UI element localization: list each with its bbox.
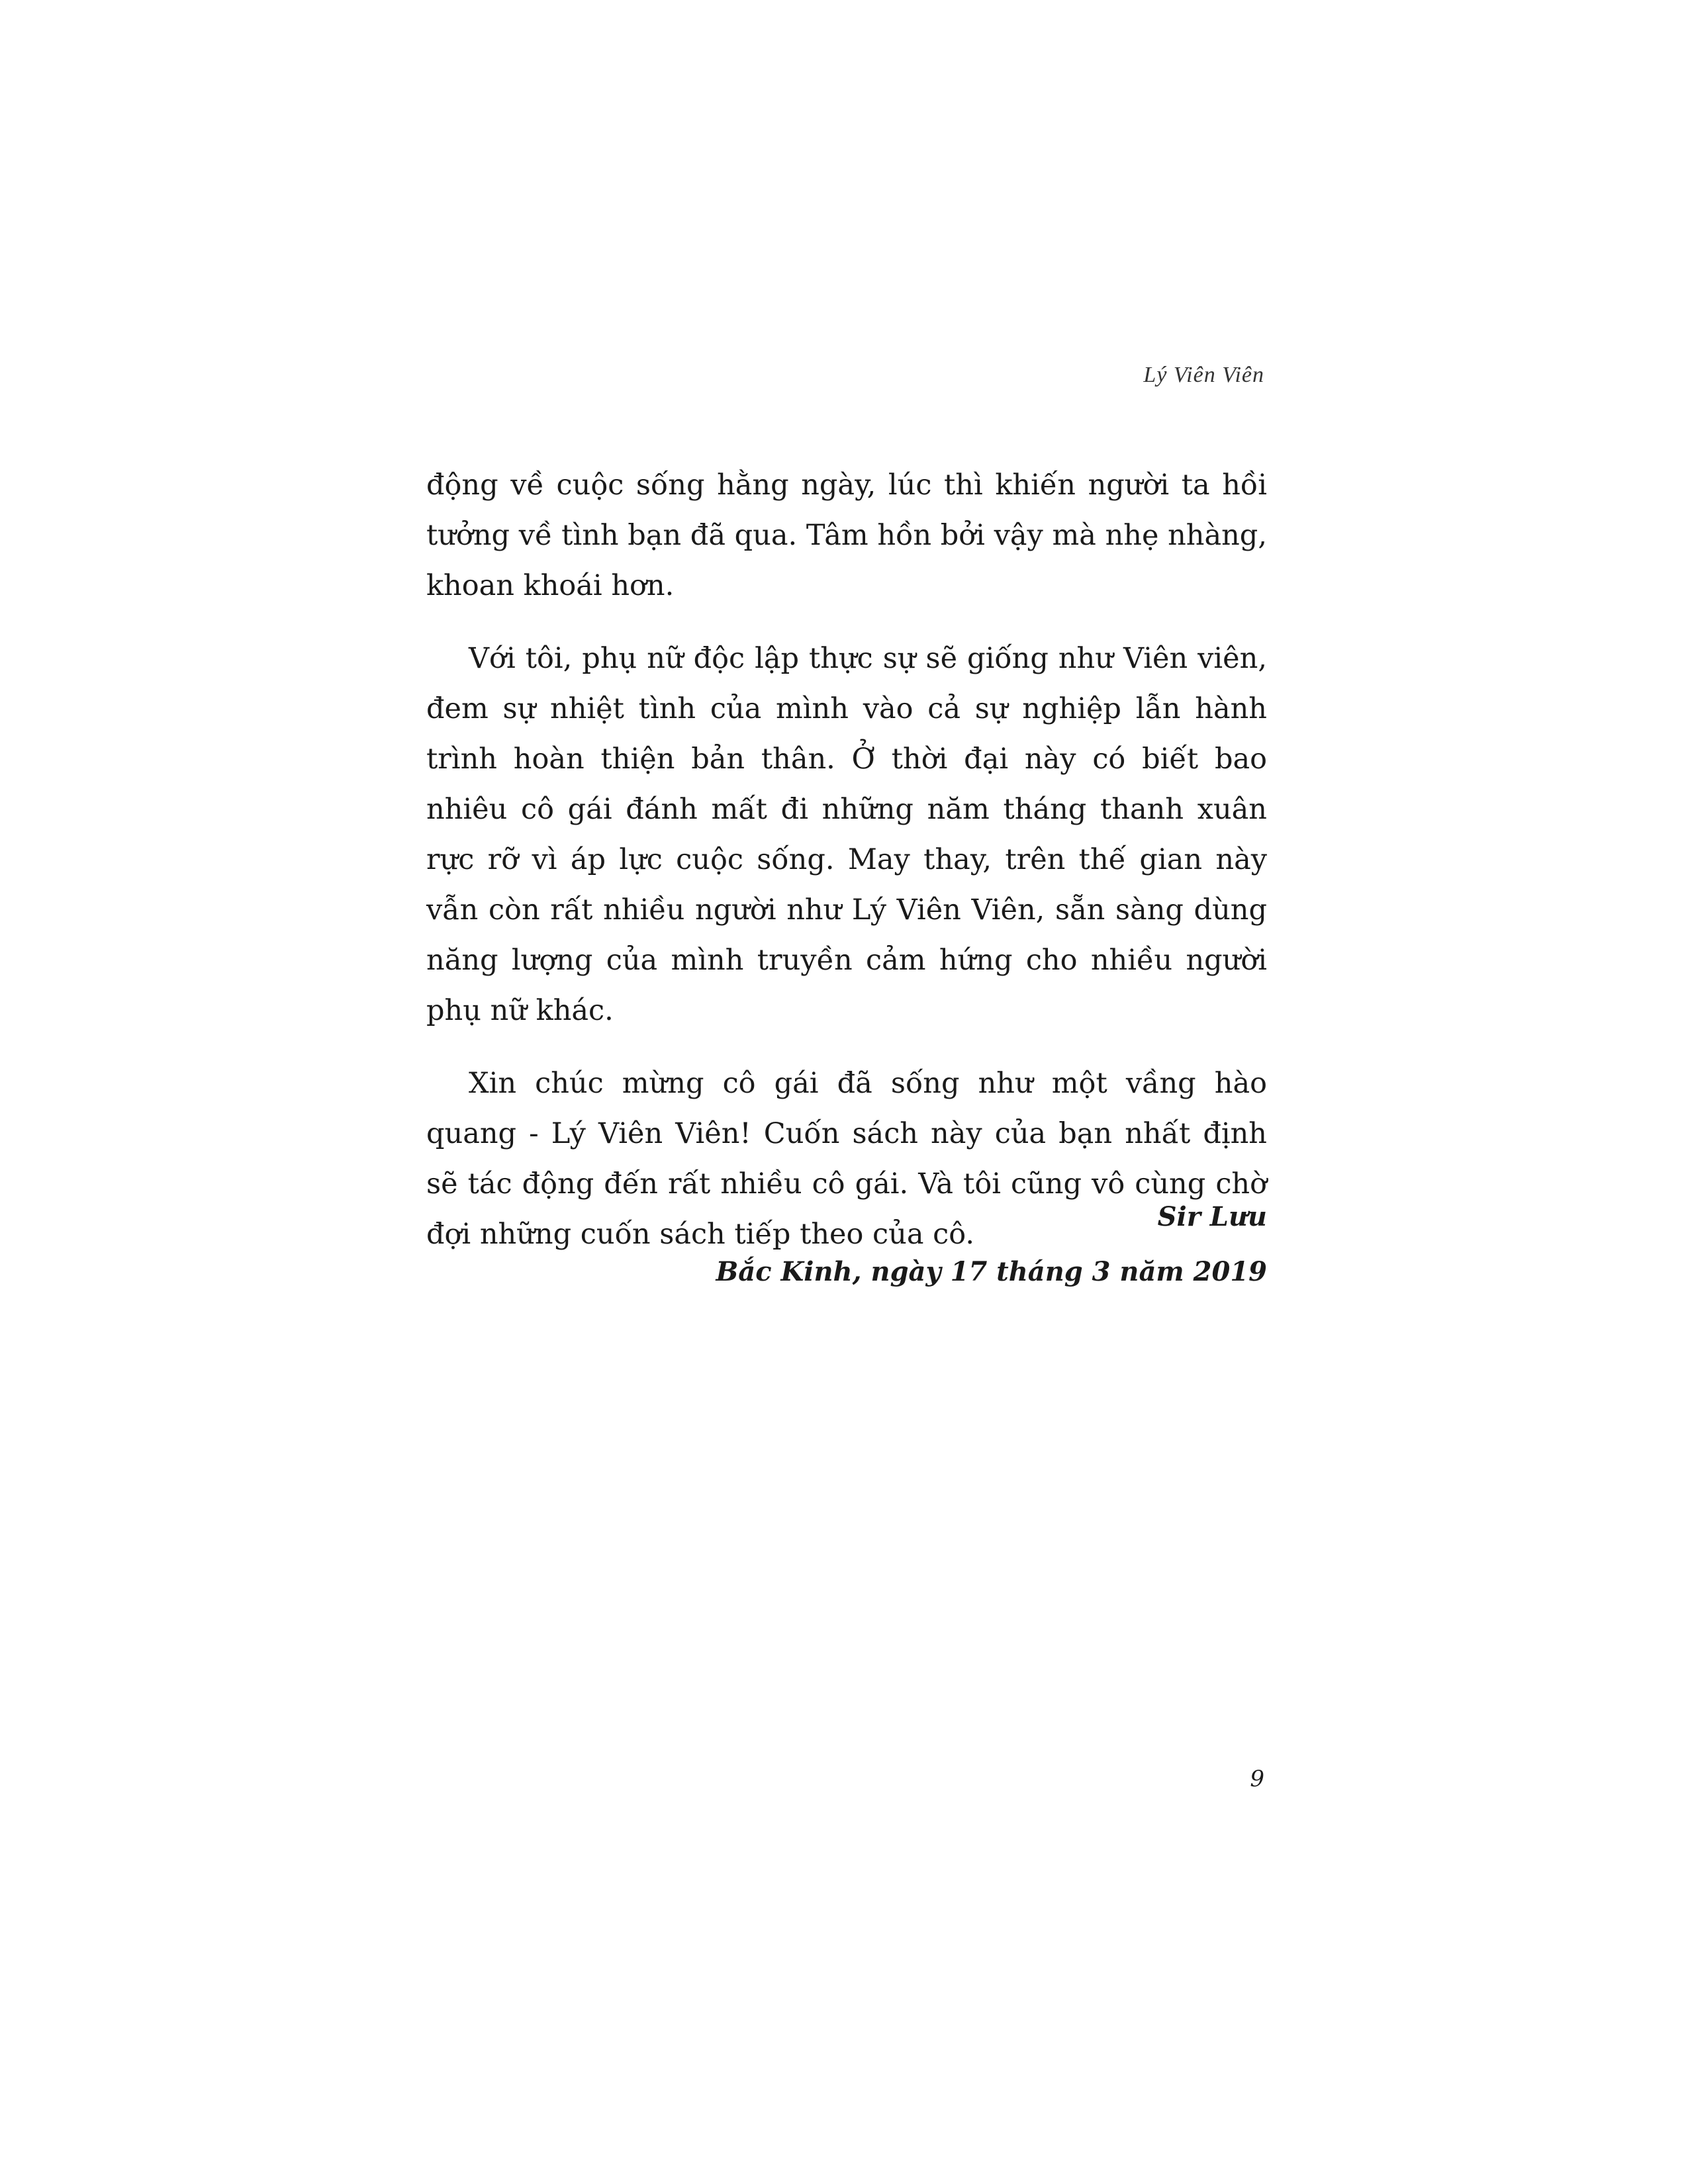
- body-text: [426, 460, 1267, 1282]
- signature-place-date: Bắc Kinh, ngày 17 tháng 3 năm 2019: [716, 1256, 1267, 1287]
- page-number: 9: [1250, 1766, 1264, 1792]
- running-header: Lý Viên Viên: [1143, 363, 1264, 387]
- paragraph: Xin chúc mừng cô gái đã sống như một vầng hào quang - Lý Viên Viên! Cuốn sách này của bạn nhất định sẽ tác động đến rất nhiều cô gái. Và tôi cũng vô cùng chờ đợi những cuốn sách tiếp theo của cô.: [426, 1067, 1267, 1251]
- paragraph: Với tôi, phụ nữ độc lập thực sự sẽ giống như Viên viên, đem sự nhiệt tình của mình vào cả sự nghiệp lẫn hành trình hoàn thiện bản thân. Ở thời đại này có biết bao nhiêu cô gái đánh mất đi những năm tháng thanh xuân rực rỡ vì áp lực cuộc sống. May thay, trên thế gian này vẫn còn rất nhiều người như Lý Viên Viên, sẵn sàng dùng năng lượng của mình truyền cảm hứng cho nhiều người phụ nữ khác.: [426, 642, 1267, 1027]
- paragraph-continuation: động về cuộc sống hằng ngày, lúc thì khiến người ta hồi tưởng về tình bạn đã qua. Tâm hồn bởi vậy mà nhẹ nhàng, khoan khoái hơn.: [426, 469, 1267, 602]
- signature-name: Sir Lưu: [1157, 1201, 1267, 1232]
